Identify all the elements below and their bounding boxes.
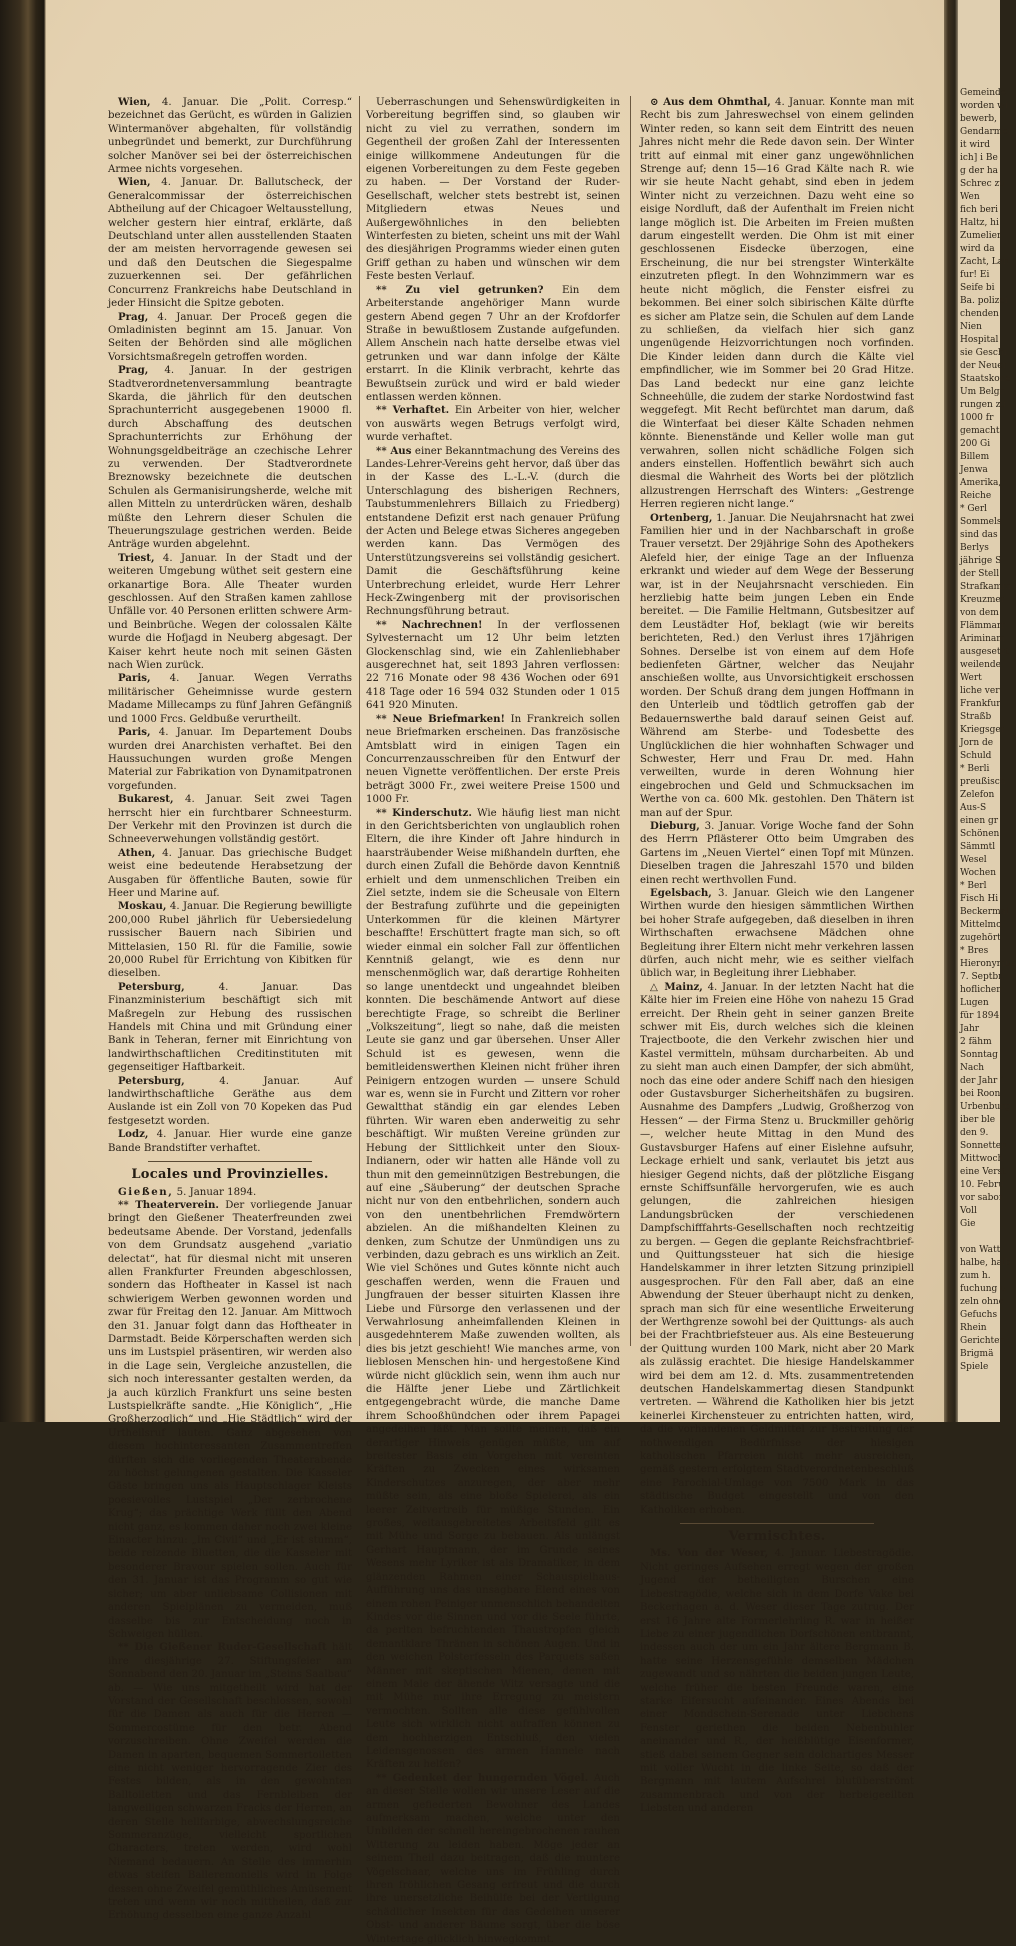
article [640, 887, 914, 981]
strip-line: * Gerl [960, 504, 988, 514]
local-news-continued [366, 96, 620, 1946]
strip-line: Rhein [960, 1323, 987, 1333]
strip-line: Straßb [960, 712, 992, 722]
column-1 [108, 96, 352, 1923]
article [108, 793, 352, 847]
strip-line: Schönen [960, 829, 1000, 839]
article [108, 364, 352, 552]
strip-line: eine Verst [960, 1167, 1006, 1177]
article [640, 1547, 914, 1815]
article-dateline: Wien, [118, 96, 151, 108]
column-divider [630, 96, 631, 1346]
strip-line: Berlys [960, 543, 989, 553]
strip-line: * Berli [960, 764, 990, 774]
strip-line: Wen [960, 192, 980, 202]
article-text: In Frankreich sollen neue Briefmarken erscheinen. Das französische Amtsblatt wird in einigen Tagen ein Concurrenzausschreiben für den Entwurf der neuen Vignette veröffentlichen. Der erste Preis beträgt 3000 Fr., zwei weitere Preise 1500 und 1000 Fr. [366, 713, 620, 806]
article-text: Ueberraschungen und Sehenswürdigkeiten in Vorbereitung begriffen sind, so glauben wir nicht zu viel zu verrathen, sondern im Gegentheil der großen Zahl der Interessenten einige willkommene Andeutungen für die eigenen Vorbereitungen zu dem Feste gegeben zu haben. — Der Vorstand der Ruder-Gesellschaft, welcher stets bestrebt ist, seinen Mitgliedern etwas Neues und Außergewöhnliches in den beliebten Winterfesten zu bieten, scheint uns mit der Wahl des diesjährigen Programms wieder einen guten Griff gethan zu haben und wünschen wir dem Feste besten Verlauf. [366, 97, 620, 283]
strip-line: der Jahr 1 [960, 1076, 1006, 1086]
strip-line: Sommels [960, 517, 1002, 527]
strip-line: bewerb, [960, 114, 998, 124]
article-text: 4. Januar. Der Proceß gegen die Omladinisten beginnt am 15. Januar. Von Seiten der Behörden sind alle möglichen Vorsichtsmaßregeln getroffen worden. [108, 311, 352, 363]
article-text: 4. Januar. Konnte man mit Recht bis zum Jahreswechsel von einem gelinden Winter reden, so kann seit dem Eintritt des neuen Jahres nicht mehr die Rede davon sein. Der Winter tritt auf einmal mit einer ganz ungewöhnlichen Strenge auf; denn 15—16 Grad Kälte nach R. wie wir sie heute Nacht gehabt, sind eben in jedem Winter nicht zu verzeichnen. Dazu weht eine so eisige Nordluft, daß der Aufenthalt im Freien nicht lange möglich ist. Die Arbeiten im Freien mußten darum eingestellt werden. Die Ohm ist mit einer geschlossenen Eisdecke überzogen, eine Erscheinung, die nur bei strengster Winterkälte einzutreten pflegt. In den Wohnzimmern war es heute nicht möglich, die Fenster eisfrei zu bekommen. Bei einer solch sibirischen Kälte dürfte es sicher am Platze sein, die Schulen auf dem Lande zu schließen, da vielfach hier sich ganz ungenügende Heizvorrichtungen noch vorfinden. Die Kinder leiden dann durch die Kälte viel empfindlicher, wie im Sommer bei 20 Grad Hitze. Das Land bedeckt nur eine ganz leichte Schneehülle, die zudem der starke Nordostwind fast weggefegt. Mit Recht befürchtet man darum, daß die Winterfaat bei dieser Kälte Schaden nehmen könnte. Bienenstände und Keller wolle man gut verwahren, sollen nicht schädliche Folgen sich anders einstellen. Hoffentlich bewährt sich auch diesmal die Wahrheit des Worts bei der plötzlich allzustrengen Herrschaft des Winters: „Gestrenge Herren regieren nicht lange.“ [640, 97, 914, 511]
article-text: 4. Januar. Dr. Ballutscheck, der Generalcommissar der österreichischen Abtheilung auf der Chicagoer Weltausstellung, welcher gestern hier eintraf, erklärte, daß Deutschland unter allen ausstellenden Staaten der am meisten hervorragende gewesen sei und daß den Deutschen die Siegespalme zuzuerkennen sei. Der gefährlichen Concurrenz Frankreichs habe Deutschland in jeder Hinsicht die Spitze geboten. [108, 177, 352, 310]
article [366, 404, 620, 444]
strip-line: 7. Septbr. [960, 972, 1005, 982]
strip-line: Kriegsger [960, 725, 1005, 735]
strip-line: Gerichter [960, 1336, 1004, 1346]
strip-line: Wert [960, 673, 982, 683]
strip-line: zum h. [960, 1271, 991, 1281]
article-dateline: Paris, [118, 672, 151, 685]
article [366, 1772, 620, 1946]
article-text: 4. Januar. In der Stadt und der weiteren Umgebung wüthet seit gestern eine orkanartige Bora. Alle Theater wurden geschlossen. Auf den Straßen kamen zahllose Unfälle vor. 40 Personen erlitten schwere Arm- und Beinbrüche. Wegen der colossalen Kälte wurde die Hofjagd in Neuberg abgesagt. Der Kaiser kehrt heute noch mit seinen Gästen nach Wien zurück. [108, 552, 352, 672]
article-dateline: Petersburg, [118, 980, 185, 993]
article-text: 3. Januar. Gleich wie den Langener Wirthen wurde den hiesigen sämmtlichen Wirthen bei hoher Strafe aufgegeben, daß dieselben in ihren Wirthschaften erwachsene Mädchen ohne Begleitung ihrer Eltern nicht mehr verkehren lassen dürfen, auch nicht mehr, wie es seither vielfach üblich war, in Begleitung ihrer Liebhaber. [640, 887, 914, 980]
strip-line: Fisch Hi [960, 894, 999, 904]
article-dateline: ** Verhaftet. [376, 404, 450, 417]
strip-line: Billem [960, 452, 990, 462]
section-title-vermischtes: Vermischtes. [728, 1529, 826, 1545]
strip-line: Sämmtl [960, 842, 996, 852]
miscellaneous-news [640, 1547, 914, 1815]
article-dateline: Ortenberg, [650, 511, 713, 524]
strip-line: Um Belgr [960, 387, 1004, 397]
strip-line: Brigmä [960, 1349, 994, 1359]
article-dateline: ** Neue Briefmarken! [376, 712, 506, 725]
strip-line: Voll [960, 1206, 977, 1216]
strip-line: 1000 fr [960, 413, 994, 423]
article-dateline: Wien, [118, 176, 151, 189]
strip-line: von dem [960, 608, 999, 618]
article-text: 4. Januar. Hier wurde eine ganze Bande Brandstifter verhaftet. [108, 1129, 352, 1154]
strip-line: chenden [960, 309, 999, 319]
strip-line: sie Geschi [960, 348, 1007, 358]
strip-line: Zacht, Lan [960, 257, 1009, 267]
strip-line: fich beri [960, 205, 998, 215]
strip-line: Zelefon [960, 790, 995, 800]
strip-line: Frankfur [960, 699, 1001, 709]
article [108, 672, 352, 726]
strip-line: Nach [960, 1063, 985, 1073]
article-dateline: Ms. Von der Weser, [650, 1547, 769, 1560]
article-dateline: ** Theaterverein. [118, 1198, 219, 1211]
article-text: einer Bekanntmachung des Vereins des Landes-Lehrer-Vereins geht hervor, daß über das in der Kasse des L.-L.-V. (durch die Unterschlagung des bisherigen Rechners, Taubstummenlehrers Billaich zu Friedberg) entstandene Defizit erst nach genauer Prüfung der Acten und Belege etwas Sicheres angegeben werden kann. Das Vermögen des Unterstützungsvereins sei vollständig gesichert. Damit die Geschäftsführung keine Unterbrechung erleidet, wurde Herr Lehrer Heck-Zwingenberg mit der provisorischen Rechnungsführung betraut. [366, 445, 621, 618]
article-text: 4. Januar. Das griechische Budget weist eine bedeutende Herabsetzung der Ausgaben für öffentliche Bauten, sowie für Heer und Marine auf. [108, 847, 352, 899]
article-text: 4. Januar. Das Finanzministerium beschäftigt sich mit Maßregeln zur Hebung des russischen Handels mit China und mit Gründung einer Bank in Teheran, ferner mit Einrichtung von landwirthschaftlichen Creditinstituten mit gegenseitiger Haftbarkeit. [108, 981, 352, 1074]
article-text: 1. Januar. Die Neujahrsnacht hat zwei Familien hier und in der Nachbarschaft in große Trauer versetzt. Der 29jährige Sohn des Apothekers Alefeld hier, der einige Tage an der Influenza erkrankt und wieder auf dem Wege der Besserung war, ist in der Neujahrsnacht verschieden. Ein herzliebig hatte beim jungen Leben ein Ende bereitet. — Die Familie Heltmann, Gutsbesitzer auf dem Leustädter Hof, beklagt (wie wir bereits berichteten, Red.) den Verlust ihres 17jährigen Sohnes. Derselbe ist von einem auf dem Hofe bedienfeten Gärtner, welcher das Neujahr anschießen wollte, aus Unvorsichtigkeit erschossen worden. Der Schuß drang dem jungen Hoffmann in den Unterleib und tödtlich getroffen gab der Bedauernswerthe bald darauf seinen Geist auf. Während am Sterbe- und Todesbette des Unglücklichen die hier wohnhaften Schwager und Schwester, Herr und Frau Dr. med. Hahn verweilten, wurde in deren Wohnung hier eingebrochen und Geld und Schmucksachen im Werthe von ca. 600 Mk. gestohlen. Den Thätern ist man auf der Spur. [640, 512, 914, 819]
article-text: hält ihre diesjährige 27. Stiftungsfeier am Sonnabend den 20. Januar im „Steins Saalbau“ ab. — Wie uns mitgetheilt wird hat der Vorstand der Gesellschaft beschlossen, sowohl für die Damen als auch für die Herren — Sommercostüme für den betr. Abend vorzuschreiben. Ohne Zweifel werden die Damen in aparten, bequemen Sommertoiletten eine nicht weniger hervorragende Zier des Festes bilden, als in den gewohnten Balltoiletten und das Fernbleiben der langweiligen schwarzen Fracks der Herren, an deren Stelle hellfarbige, abwechslungsreiche Sommeranzüge, vielleicht sportlichen Characters, treten werden, wird wohl Niemand bedauern. An Stelle des immerhin etwas steifen Balleremoniells wird in Folge dessen ohne Zweifel gemüthliches Amüsement treten und wenn wir noch mittheilen, daß zur Erhöhung desselben eine ganze Anzahl [108, 1642, 353, 1922]
strip-line: Strafkamm [960, 582, 1011, 592]
strip-line: 200 Gi [960, 439, 991, 449]
article-text: 4. Januar. Auf landwirthschaftliche Geräthe aus dem Auslande ist ein Zoll von 70 Kopeken das Pud festgesetzt worden. [108, 1075, 352, 1127]
article [108, 1075, 352, 1129]
strip-line: * Bres [960, 946, 989, 956]
strip-line: fur! Ei [960, 270, 990, 280]
article-dateline: Triest, [118, 551, 155, 564]
article-dateline: Petersburg, [118, 1074, 185, 1087]
article [108, 1199, 352, 1641]
article-dateline: Lodz, [118, 1128, 149, 1141]
article [108, 981, 352, 1075]
article-dateline: ** Zu viel getrunken? [376, 283, 544, 296]
article-dateline: Prag, [118, 364, 149, 377]
strip-line: liche ver [960, 686, 1000, 696]
article [366, 807, 620, 1772]
strip-line: ich] i Be [960, 153, 998, 163]
strip-line: der Neuer [960, 361, 1007, 371]
article-text: Wie häufig liest man nicht in den Gerichtsberichten von unglaublich rohen Eltern, die ihre Kinder oft Jahre hindurch in haarsträubender Weise mißhandeln durften, ehe durch einen Zufall die Behörde davon Kenntniß erhielt und dem unmenschlichen Treiben ein Ziel setzte, indem sie die Scheusale von Eltern der Bestrafung zuführte und die gepeinigten Unterkommen für die kleinen Märtyrer beschaffte! Erschüttert fragte man sich, so oft wieder einmal ein solcher Fall zur öffentlichen Kenntniß gelangt, wie es denn nur menschenmöglich war, daß derartige Rohheiten so lange unentdeckt und ungeahndet bleiben konnten. Die beschämende Antwort auf diese berechtigte Frage, so schreibt die Berliner „Volkszeitung“, liegt so nahe, daß die meisten Leute sie ganz und gar übersehen. Unser Aller Schuld ist es gewesen, wenn die bemitleidenswerthen Kleinen nicht früher ihren Peinigern entzogen wurden — unsere Schuld war es, wenn sie in Furcht und Zittern vor roher Gewaltthat ständig ein gar elendes Leben führten. Wir waren eben anderweitig zu sehr beschäftigt. Wir mußten Vereine gründen zur Hebung der Sittlichkeit unter den Sioux-Indianern, oder wir hatten alle Hände voll zu thun mit den gemeinnützigen Bestrebungen, die auf eine „Säuberung“ der deutschen Sprache nicht nur von den entbehrlichen, sondern auch von den unentbehrlichen Fremdwörtern abzielen. An die mißhandelten Kleinen zu denken, zum Schutze der Unmündigen uns zu verbinden, dazu gebrach es uns wirklich an Zeit. Wie viel Schönes und Gutes könnte nicht auch geschaffen werden, wenn die Frauen und Jungfrauen der besser situirten Klassen ihre Liebe und Fürsorge den verlassenen und der Verwahrlosung anheimfallenden Kleinen in ausgedehnterem Maße zuwenden wollten, als dies bis jetzt geschieht! Wie manches arme, von lieblosen Menschen hin- und hergestoßene Kind würde nicht glücklich sein, wenn ihm auch nur die Hälfte jener Liebe und Zärtlichkeit entgegengebracht würde, die manche Dame ihrem Schooßhündchen oder ihrem Papagei angedeihen läßt. Man sollte meinen, daß ein derartiger Hinweis genügen müßte, um auf breitester Basis ein Vorgehen mit vereinten Kräften zu Zwecken eines wirksamen Kinderschutzes anzuregen, der aber mehr müßte sein, als eine bloße Spielerei, als ein leerer Zeitvertreib für müßige Stunden. Ein großes, weitausgebreitetes Arbeitsfeld gilt es mit Mühe und Sorge zu bebauen. Als unlängst Gerhart Hauptmann, der im Grunde seines Wesens mehr Lyriker ist als Dramatiker, in dem glänzenden Rahmen einer Schauspielhaus-Aufführung uns das unsagbare Elend eines von einem rohen Peiniger unmenschlich behandelten Kindes vor die Sinnen und vor die Seele führte, da perlten befruchtenden Thaustropfen gleich demantklare Thränen in schönen Augen. Und in den weichen Polsterfesseln des Parquets saßen Männer mit skeptischen Mienen, denen mit einem Male der ähende Witz versagte und die mit Mühe nur ihre Erregung zu meistern vermochten. Sollten alle diese gefühlvollen Leute sich wirklich nicht aufraffen können zu dem hochherzigen Entschluß, den vielen Leidensgenossen des armen Hannele nach Kräften zu helfen? [366, 807, 620, 1771]
strip-line: der Stell [960, 569, 1000, 579]
dateline-date: 5. Januar 1894. [173, 1186, 257, 1198]
article [108, 96, 352, 176]
article [366, 96, 620, 284]
dateline [108, 1186, 352, 1199]
article-text: In der verflossenen Sylvesternacht um 12 Uhr beim letzten Glockenschlag sind, wie ein Zahlenliebhaber ausgerechnet hat, seit 1893 Jahren verflossen: 22 716 Monate oder 98 436 Wochen oder 691 418 Tage oder 16 594 032 Stunden oder 1 015 641 920 Minuten. [366, 619, 620, 712]
strip-line: 10. Febru [960, 1180, 1005, 1190]
strip-line: Jorn de [960, 738, 994, 748]
strip-line: fuchung u [960, 1284, 1006, 1294]
article [108, 726, 352, 793]
article-dateline: Prag, [118, 310, 149, 323]
article-dateline: Athen, [118, 846, 156, 859]
strip-line: Wochen [960, 868, 997, 878]
article-text: 4. Januar. Seit zwei Tagen herrscht hier ein furchtbarer Schneesturm. Der Verkehr mit den Provinzen ist durch die Schneeverwehungen vollständig gestört. [108, 794, 352, 846]
strip-line: den 9. [960, 1128, 989, 1138]
strip-line: Hospital [960, 335, 999, 345]
strip-line: wird da [960, 244, 995, 254]
section-rule [680, 1523, 874, 1524]
strip-line: jährige S [960, 556, 1002, 566]
strip-line: Flämmarr [960, 621, 1006, 631]
strip-line: worden wi [960, 101, 1008, 111]
article-text: Auch an dieser Stelle wollen wir unsere Leser auf die armen gefiederten Bewohner des Landes aufmerksam machen, welche unter den Unbilden der schnell hereingebrochenen rauhen Witterung zu leiden haben. Möge jeder an seinem Theil dazu beitragen, daß die muntere Vögelschaar, welche uns im Frühling durch ihren fröhlichen Gesang erfreut und die durch ihre unersetzliche Beihülfe bei der Vertilgung schädlicher Insekten für das Gedeihen unserer Obst- und anderer Bäume sorgt, über die böse Wintertage glücklich hinwegkommt. [366, 1772, 620, 1945]
strip-line: Ba. polizei [960, 296, 1008, 306]
column-divider [359, 96, 360, 1346]
article [108, 847, 352, 901]
strip-line: Spiele [960, 1362, 989, 1372]
article-text: 4. Januar. Die „Polit. Corresp.“ bezeichnet das Gerücht, es würden in Galizien Wintermanöver abgehalten, für vollständig unbegründet und bemerkt, zur Durchführung solcher Manöver sei bei der österreichischen Armee nichts vorgesehen. [108, 97, 352, 176]
article-text: Der vorliegende Januar bringt den Gießener Theaterfreunden zwei bedeutsame Abende. Der Vorstand, jedenfalls von dem Grundsatz ausgehend „variatio delectat“, hat für diesmal nicht mit unseren allen Frankfurter Freunden abgeschlossen, sondern das Hoftheater in Kassel ist nach schwierigem Werben gewonnen worden und zwar für Freitag den 12. Januar. Am Mittwoch den 31. Januar folgt dann das Hoftheater in Darmstadt. Beide Körperschaften werden sich uns im Lustspiel präsentiren, wir werden also in die Lage sein, Vergleiche anzustellen, die sich noch interessanter gestalten werden, da ja auch kürzlich Frankfurt uns seine besten Lustspielkräfte sandte. „Hie Königlich“, „Hie Großherzoglich“ und „Hie Städtlich“ wird der Urtheilsruf lauten. Ganz abgesehen von diesem hochinteressanten Zusammentreffen dürften sich die vorliegenden Theaterabende zu höchst gelungenen gestalten. Die Kasseler Gäste bringen uns als Hauptschlager Kleists poesievolles Lustspiel „Der zerbrochene Krug“; das prächtige Werk füllt den Abend nicht ganz, es kommen daher noch zwei kleine Einacter hinzu: „Im Civil“ und „Er ist stumm“, beide reizende Bluetten, die die Kasseler mit besonderer Bravour spielen sollen. Auch für den 31. Januar ist das Programm so gut wie sicher; um aber unliebsame Collisionen mit anderen Spielplänen zu vermeiden, muß dasselbe bis zur Entscheidung noch in Schweigen hüllen. [108, 1199, 352, 1640]
article [366, 619, 620, 713]
article-dateline: ⊙ Aus dem Ohmthal, [650, 96, 771, 108]
article-text: 4. Januar. Die Regierung bewilligte 200,000 Rubel jährlich für Uebersiedelung russischer Bauern nach Sibirien und Mittelasien, 150 Rl. für die Familie, sowie 20,000 Rubel für Errichtung von Kibitken für dieselben. [108, 901, 352, 980]
article-text: 3. Januar. Vorige Woche fand der Sohn des Herrn Pflästerer Otto beim Umgraben des Gartens im „Neuen Viertel“ einen Topf mit Münzen. Dieselben tragen die Jahreszahl 1570 und bilden einen recht werthvollen Fund. [640, 820, 914, 886]
column-3 [640, 96, 914, 1816]
article-dateline: Moskau, [118, 900, 167, 913]
article-dateline: ** Die Gießener Ruder-Gesellschaft [118, 1641, 327, 1654]
article [108, 1128, 352, 1155]
strip-line: zeln ohne [960, 1297, 1004, 1307]
article-dateline: ** Kinderschutz. [376, 806, 472, 819]
strip-line: Sonntag [960, 1050, 998, 1060]
strip-line: Nien [960, 322, 982, 332]
article-dateline: ** Aus [376, 444, 412, 457]
strip-line: it wird [960, 140, 991, 150]
strip-line: Jahr [960, 1024, 980, 1034]
article-text: 4. Januar. In der letzten Nacht hat die Kälte hier im Freien eine Höhe von nahezu 15 Grad erreicht. Der Rhein geht in seiner ganzen Breite schwer mit Eis, durch welches sich die kleinen Trajectboote, die den Verkehr zwischen hier und Kastel vermitteln, mühsam durcharbeiten. Ab und zu sieht man auch einen Dampfer, der sich abmüht, noch das eine oder andere Schiff nach den hiesigen oder Gustavsburger Sicherheitshäfen zu bugsiren. Ausnahme des Dampfers „Ludwig, Großherzog von Hessen“ — der Firma Stenz u. Bruckmiller gehörig —, welcher heute Mittag in den Mund des Gustavsburger Hafens auf einer Eislehne aufsuhr, Leckage erhielt und sank, verlautet bis jetzt aus hiesiger Gegend nichts, daß der plötzliche Eisgang ernste Schiffsunfälle hervorgerufen, wie es auch gelungen, die zahlreichen hiesigen Landungsbrücken der verschiedenen Dampfschifffahrts-Gesellschaften noch rechtzeitig zu bergen. — Gegen die geplante Reichsfrachtbrief- und Quittungssteuer hat sich die hiesige Handelskammer in ihrer letzten Sitzung prinzipiell ausgesprochen. Für den Fall aber, daß an eine Abwendung der Steuer überhaupt nicht zu denken, sprach man sich für eine wesentliche Erweiterung der Werthgrenze sowohl bei der Quittungs- als auch bei der Frachtbriefsteuer aus. Als eine Besteuerung der Quittung wurden 100 Mark, nicht aber 20 Mark als zulässig erachtet. Die hiesige Handelskammer wird bei dem am 12. d. Mts. zusammentretenden deutschen Handelskammertag diesen Standpunkt vertreten. — Während die Katholiken hier bis jetzt keinerlei Kirchensteuer zu entrichten hatten, wird, da die vorhandenen Geldmittel zur Bestreitung der nothwendigen Bedürfnisse der hiesigen katholischen Pfarreien nicht mehr ausreichen, gemäß gestern erfolgtem Stadtverordnetenbeschluß eine Parochial-Umlage von 7500 Mark in das städtische Budget eingestellt und von den Katholiken erhoben. [640, 981, 914, 1516]
strip-line: gemacht [960, 426, 1000, 436]
strip-line: sind das [960, 530, 998, 540]
strip-line: einen gr [960, 816, 999, 826]
strip-line: Gemeinde [960, 88, 1007, 98]
article-dateline: Bukarest, [118, 793, 174, 806]
provincial-news [640, 96, 914, 1517]
strip-line: Mittwoch [960, 1154, 1004, 1164]
column-2 [366, 96, 620, 1946]
article-dateline: Egelsbach, [650, 886, 712, 899]
strip-line: hoflichen [960, 985, 1003, 995]
article-dateline: Dieburg, [650, 819, 700, 832]
article-dateline: △ Mainz, [650, 980, 703, 993]
strip-line: halbe, halb [960, 1258, 1011, 1268]
strip-line: preußisch [960, 777, 1006, 787]
strip-line: Beckermal [960, 907, 1009, 917]
strip-line: iber ble [960, 1115, 996, 1125]
local-news [108, 1199, 352, 1923]
strip-line: bei Roon [960, 1089, 1001, 1099]
strip-line: 2 fähm [960, 1037, 992, 1047]
article [108, 311, 352, 365]
article [108, 176, 352, 310]
article [108, 1641, 352, 1923]
strip-line: * Berl [960, 881, 987, 891]
article [366, 713, 620, 807]
article [366, 445, 620, 619]
article-dateline: Paris, [118, 726, 151, 739]
article-text: Ein Arbeiter von hier, welcher von auswärts wegen Betrugs verfolgt wird, wurde verhaftet. [366, 405, 620, 444]
strip-line: Hieronymus [960, 959, 1016, 969]
article [640, 820, 914, 887]
strip-line: rungen zu [960, 400, 1007, 410]
telegram-news [108, 96, 352, 1155]
article-text: Ein dem Arbeiterstande angehöriger Mann wurde gestern Abend gegen 7 Uhr an der Krofdorfer Straße in bewußtlosem Zustande aufgefunden. Allem Anschein nach hatte derselbe etwas viel getrunken und war dann infolge der Kälte erstarrt. In die Klinik verbracht, kehrte das Bewußtsein zurück und wird er bald wieder entlassen werden können. [366, 284, 620, 403]
strip-line: weilende [960, 660, 1001, 670]
strip-line: vor sabor [960, 1193, 1004, 1203]
strip-line: Haltz, hi [960, 218, 999, 228]
strip-line: Zumelier [960, 231, 1002, 241]
article-text: 4. Januar. Wegen Verraths militärischer Geheimnisse wurde gestern Madame Millecamps zu fünf Jahren Gefängniß und 1000 Frcs. Geldbuße verurtheilt. [108, 673, 352, 725]
strip-line: Gie [960, 1219, 976, 1229]
strip-line: Seife bi [960, 283, 995, 293]
section-title-locales: Locales und Provinzielles. [131, 1167, 329, 1183]
strip-line: für 1894 [960, 1011, 1000, 1021]
strip-line: Wesel [960, 855, 987, 865]
strip-line: Urbenburg [960, 1102, 1011, 1112]
dateline-place: Gießen, [118, 1185, 174, 1198]
article-dateline: ** Nachrechnen! [376, 618, 483, 631]
strip-line: Kreuzmer [960, 595, 1006, 605]
strip-line: Schuld [960, 751, 992, 761]
article [640, 96, 914, 512]
strip-line: Staatskone [960, 374, 1011, 384]
article [640, 981, 914, 1517]
strip-line: Sonnetten [960, 1141, 1007, 1151]
strip-line: Gendarmer [960, 127, 1012, 137]
article-text: 4. Januar. Liebestragödie. Nicht geringes Aufsehen erregt wegen der großen Jugend der betheiligten Burschen eine Liebestragödie, welche sich in dem Dorfe Vake bei Beckerhagen a. d. Weser dieser Tage zutrug. Der erst 16 Jahre alte Formerlehrling R. war in heißer Liebe zu einer jugendlichen Dorfschönen entbrannt, indessen auch der um ein Jahr ältere Bergmann B. hatte seine Herzensgefühle demselben Mädchen zugewandt und so nährten die beiden jungen Leute, welche früher die besten Freunde waren, eine starke Eifersucht aufeinander. Eines Abends bei einer Mondschein-Serenade unter Liebchens Fenster geriethen die beiden Nebenbuhler aneinander und R., der heißblütige Eisenformer, stieß dabei seinem Gegner sein dolchartiges Messer mit voller Wucht in die linke Seite, so daß der Bergmann mit lautem Aufschrei blutüberströmt zusammenbrach und von der herbeigeeilten Liebsten und anderen [640, 1548, 914, 1815]
strip-line: Mittelmo [960, 920, 1002, 930]
strip-line: Schrec zu [960, 179, 1006, 189]
strip-line: zugehört [960, 933, 1001, 943]
strip-line: Jenwa [960, 465, 988, 475]
section-rule [148, 1161, 312, 1162]
strip-line: Amerika, [960, 478, 1002, 488]
article-text: 4. Januar. Im Departement Doubs wurden drei Anarchisten verhaftet. Bei den Haussuchungen wurden große Mengen Material zur Fabrikation von Dynamitpatronen vorgefunden. [108, 727, 352, 792]
strip-line: Gefuchs [960, 1310, 998, 1320]
strip-line: von Watt [960, 1245, 1001, 1255]
strip-line: Ariminam [960, 634, 1005, 644]
article [108, 900, 352, 980]
strip-line: ausgesetzt [960, 647, 1009, 657]
article [640, 512, 914, 820]
article-text: 4. Januar. In der gestrigen Stadtverordnetenversammlung beantragte Skarda, die jährlich für den deutschen Sprachunterricht ausgegebenen 19000 fl. durch Abschaffung des deutschen Sprachunterrichts zur Erhöhung der Wohnungsgeldbeiträge an czechische Lehrer zu verwenden. Der Stadtverordnete Breznowsky bezeichnete die deutschen Schulen als Germanisirungsherde, welche mit allen Mitteln zu unterdrücken wären, deshalb müßte den Lehrern dieser Schulen die Theuerungszulage gestrichen werden. Beide Anträge wurden abgelehnt. [108, 365, 352, 551]
article [366, 284, 620, 405]
article [108, 552, 352, 673]
article-dateline: ** Gedenket der hungernden Vögel. [376, 1771, 589, 1784]
strip-line: Aus-S [960, 803, 987, 813]
strip-line: Reiche [960, 491, 992, 501]
strip-line: g der ha [960, 166, 999, 176]
adjacent-page-strip [958, 0, 1016, 1422]
strip-line: Lugen [960, 998, 989, 1008]
